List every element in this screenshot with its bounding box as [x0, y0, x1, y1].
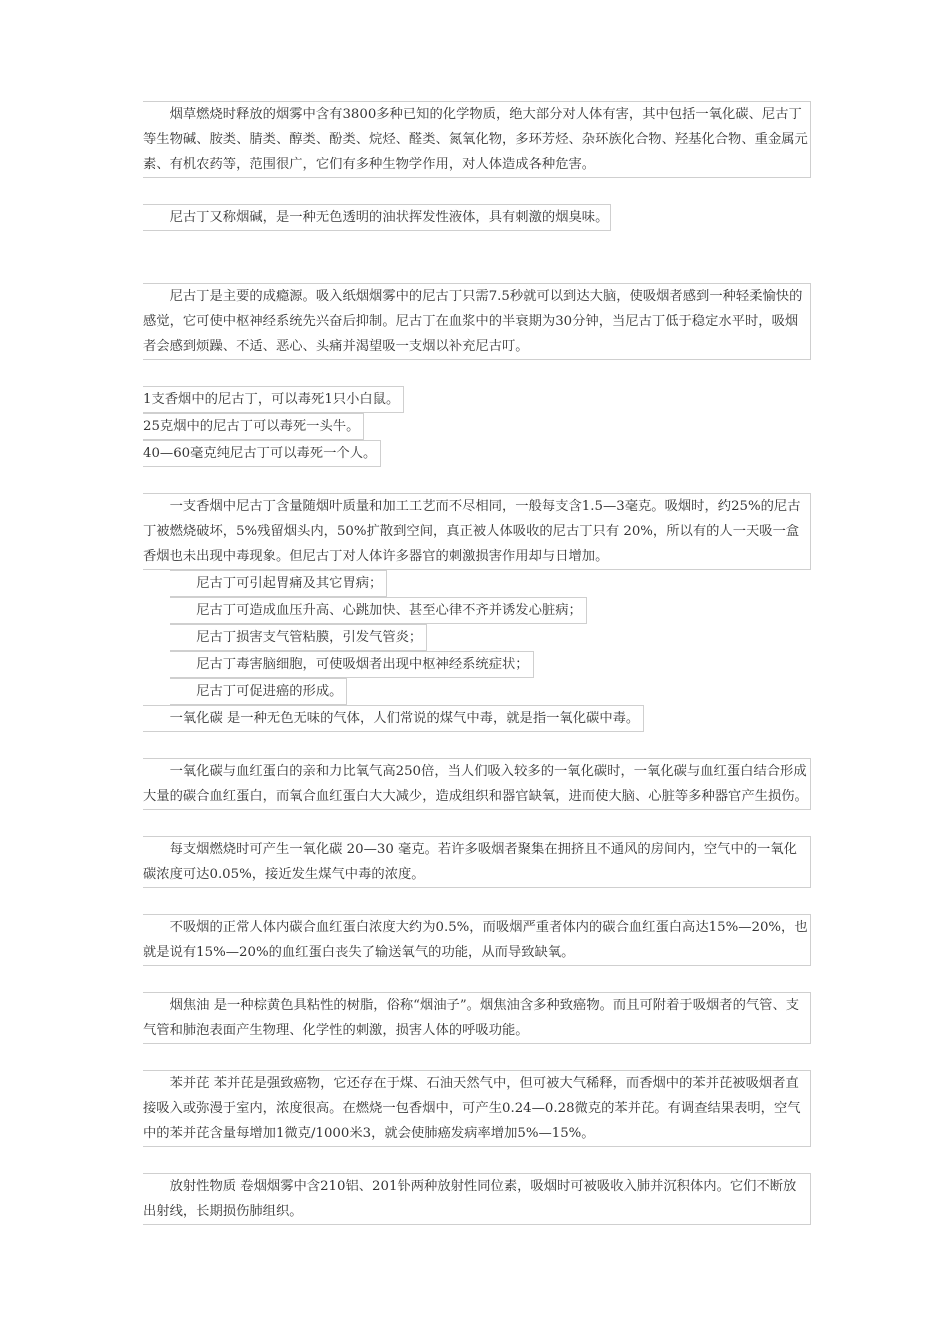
paragraph-co-concentration: [143, 836, 811, 888]
effect-line: 尼古丁可造成血压升高、心跳加快、甚至心律不齐并诱发心脏病；: [170, 597, 587, 624]
paragraph-nicotine-definition: [143, 204, 611, 231]
effect-line: 尼古丁可促进癌的形成。: [170, 678, 348, 705]
paragraph-text: 一氧化碳与血红蛋白的亲和力比氧气高250倍，当人们吸入较多的一氧化碳时，一氧化碳与血红蛋白结合形成大量的碳合血红蛋白，而氧合血红蛋白大大减少，造成组织和器官缺氧，进而使大脑、心脏等多种器官产生损伤。: [143, 764, 808, 804]
paragraph-text: 烟草燃烧时释放的烟雾中含有3800多种已知的化学物质，绝大部分对人体有害，其中包括一氧化碳、尼古丁等生物碱、胺类、腈类、醇类、酚类、烷烃、醛类、氮氧化物，多环芳烃、杂环族化合物、羟基化合物、重金属元素、有机农药等，范围很广，它们有多种生物学作用，对人体造成各种危害。: [143, 107, 808, 172]
paragraph-text: 不吸烟的正常人体内碳合血红蛋白浓度大约为0.5%，而吸烟严重者体内的碳合血红蛋白高达15%—20%，也就是说有15%—20%的血红蛋白丧失了输送氧气的功能，从而导致缺氧。: [143, 920, 808, 960]
toxicity-list: [143, 386, 811, 467]
document-body: [143, 101, 811, 1251]
toxicity-line: 40—60毫克纯尼古丁可以毒死一个人。: [143, 440, 381, 467]
paragraph-addiction: [143, 283, 811, 360]
co-intro: 一氧化碳 是一种无色无味的气体，人们常说的煤气中毒，就是指一氧化碳中毒。: [143, 705, 644, 732]
toxicity-line: 1支香烟中的尼古丁，可以毒死1只小白鼠。: [143, 386, 404, 413]
paragraph-carboxyhemoglobin: [143, 914, 811, 966]
effects-list: [143, 570, 811, 705]
paragraph-nicotine-content: [143, 493, 811, 570]
effect-line: 尼古丁损害支气管粘膜，引发气管炎；: [170, 624, 428, 651]
paragraph-text: 放射性物质 卷烟烟雾中含210铝、201钋两种放射性同位素，吸烟时可被吸收入肺并沉积体内。它们不断放出射线，长期损伤肺组织。: [143, 1179, 797, 1219]
paragraph-text: 烟焦油 是一种棕黄色具粘性的树脂，俗称“烟油子”。烟焦油含多种致癌物。而且可附着于吸烟者的气管、支气管和肺泡表面产生物理、化学性的刺激，损害人体的呼吸功能。: [143, 998, 800, 1038]
co-intro-row: [143, 705, 811, 732]
paragraph-text: 尼古丁又称烟碱，是一种无色透明的油状挥发性液体，具有刺激的烟臭味。: [169, 210, 609, 225]
paragraph-text: 一支香烟中尼古丁含量随烟叶质量和加工工艺而不尽相同，一般每支含1.5—3毫克。吸烟时，约25%的尼古丁被燃烧破坏，5%残留烟头内，50%扩散到空间，真正被人体吸收的尼古丁只有 20%，所以有的人一天吸一盒香烟也未出现中毒现象。但尼古丁对人体许多器官的刺激损害作用却与日增加。: [143, 499, 801, 564]
toxicity-line: 25克烟中的尼古丁可以毒死一头牛。: [143, 413, 364, 440]
effect-line: 尼古丁毒害脑细胞，可使吸烟者出现中枢神经系统症状；: [170, 651, 534, 678]
paragraph-benzopyrene: [143, 1070, 811, 1147]
paragraph-text: 苯并芘 苯并芘是强致癌物，它还存在于煤、石油天然气中，但可被大气稀释，而香烟中的苯并芘被吸烟者直接吸入或弥漫于室内，浓度很高。在燃烧一包香烟中，可产生0.24—0.28微克的苯并芘。有调查结果表明，空气中的苯并芘含量每增加1微克/1000米3，就会使肺癌发病率增加5%—15%。: [143, 1076, 801, 1141]
paragraph-chemicals: [143, 101, 811, 178]
paragraph-co-hemoglobin: [143, 758, 811, 810]
paragraph-tar: [143, 992, 811, 1044]
paragraph-radioactive: [143, 1173, 811, 1225]
effect-line: 尼古丁可引起胃痛及其它胃病；: [170, 570, 388, 597]
paragraph-text: 尼古丁是主要的成瘾源。吸入纸烟烟雾中的尼古丁只需7.5秒就可以到达大脑，使吸烟者感到一种轻柔愉快的感觉，它可使中枢神经系统先兴奋后抑制。尼古丁在血浆中的半衰期为30分钟，当尼古丁低于稳定水平时，吸烟者会感到烦躁、不适、恶心、头痛并渴望吸一支烟以补充尼古叮。: [143, 289, 803, 354]
paragraph-text: 每支烟燃烧时可产生一氧化碳 20—30 毫克。若许多吸烟者聚集在拥挤且不通风的房间内，空气中的一氧化碳浓度可达0.05%，接近发生煤气中毒的浓度。: [143, 842, 797, 882]
